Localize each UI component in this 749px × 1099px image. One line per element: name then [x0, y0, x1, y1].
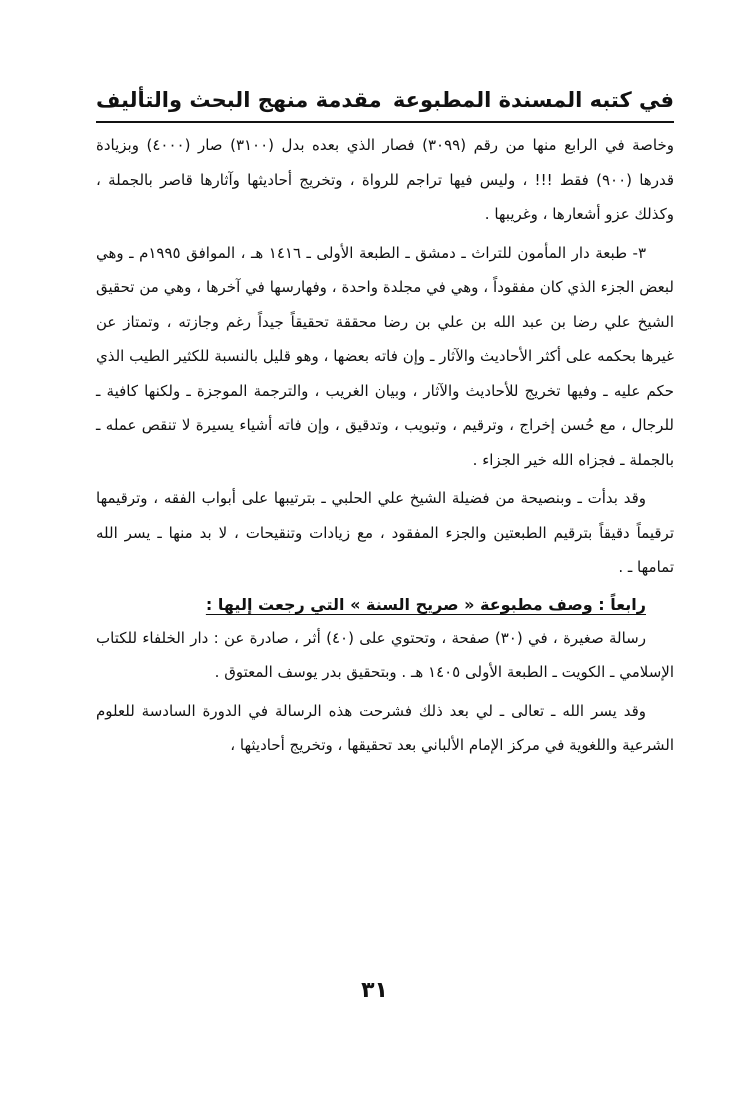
- paragraph-treatise-description: رسالة صغيرة ، في (٣٠) صفحة ، وتحتوي على (٤٠) أثر ، صادرة عن : دار الخلفاء للكتاب الإسلامي ـ الكويت ـ الطبعة الأولى ١٤٠٥ هـ . وبتحقيق بدر يوسف المعتوق .: [96, 628, 674, 681]
- header-divider: [96, 121, 674, 123]
- header-left-title: مقدمة منهج البحث والتأليف: [96, 88, 382, 112]
- header-right-title: في كتبه المسندة المطبوعة: [392, 88, 674, 112]
- paragraph-arrangement-note: وقد بدأت ـ وبنصيحة من فضيلة الشيخ علي الحلبي ـ بترتيبها على أبواب الفقه ، وترقيمها ترقيماً دقيقاً بترقيم الطبعتين والجزء المفقود ، مع زيادات وتنقيحات ، لا بد منها ـ يسر الله تمامها ـ .: [96, 489, 674, 576]
- paragraph-continuation: وخاصة في الرابع منها من رقم (٣٠٩٩) فصار الذي بعده بدل (٣١٠٠) صار (٤٠٠٠) وبزيادة قدرها (٩٠٠) فقط !!! ، وليس فيها تراجم للرواة ، وتخريج أحاديثها وآثارها قاصر بالجملة ، وكذلك عزو أشعارها ، وغريبها .: [96, 136, 675, 223]
- paragraph-edition-3: ٣- طبعة دار المأمون للتراث ـ دمشق ـ الطبعة الأولى ـ ١٤١٦ هـ ، الموافق ١٩٩٥م ـ وهي لبعض الجزء الذي كان مفقوداً ، وهي في مجلدة واحدة ، وفهارسها في آخرها ، وهي من تحقيق الشيخ علي رضا بن عبد الله بن علي بن رضا محققة تحقيقاً جيداً رغم وجازته ، وتمتاز عن غيرها بحكمه على أكثر الأحاديث والآثار ـ وإن فاته بعضها ، وهو قليل بالنسبة للكثير الطيب الذي حكم عليه ـ وفيها تخريج للأحاديث والآثار ، وبيان الغريب ، والترجمة الموجزة ـ ولكنها كافية ـ للرجال ، مع حُسن إخراج ، وترقيم ، وتبويب ، وتدقيق ، وإن فاته أشياء يسيرة لا تنقص عمله ـ بالجملة ـ فجزاه الله خير الجزاء .: [96, 243, 674, 469]
- section-heading-text: رابعاً : وصف مطبوعة « صريح السنة » التي رجعت إليها :: [205, 594, 646, 614]
- section-heading: [96, 589, 674, 621]
- paragraph-commentary-note: وقد يسر الله ـ تعالى ـ لي بعد ذلك فشرحت هذه الرسالة في الدورة السادسة للعلوم الشرعية واللغوية في مركز الإمام الألباني بعد تحقيقها ، وتخريج أحاديثها ،: [96, 701, 674, 754]
- page-number: ٣١: [361, 978, 388, 1003]
- body-text: [96, 128, 674, 763]
- running-header: [96, 80, 674, 120]
